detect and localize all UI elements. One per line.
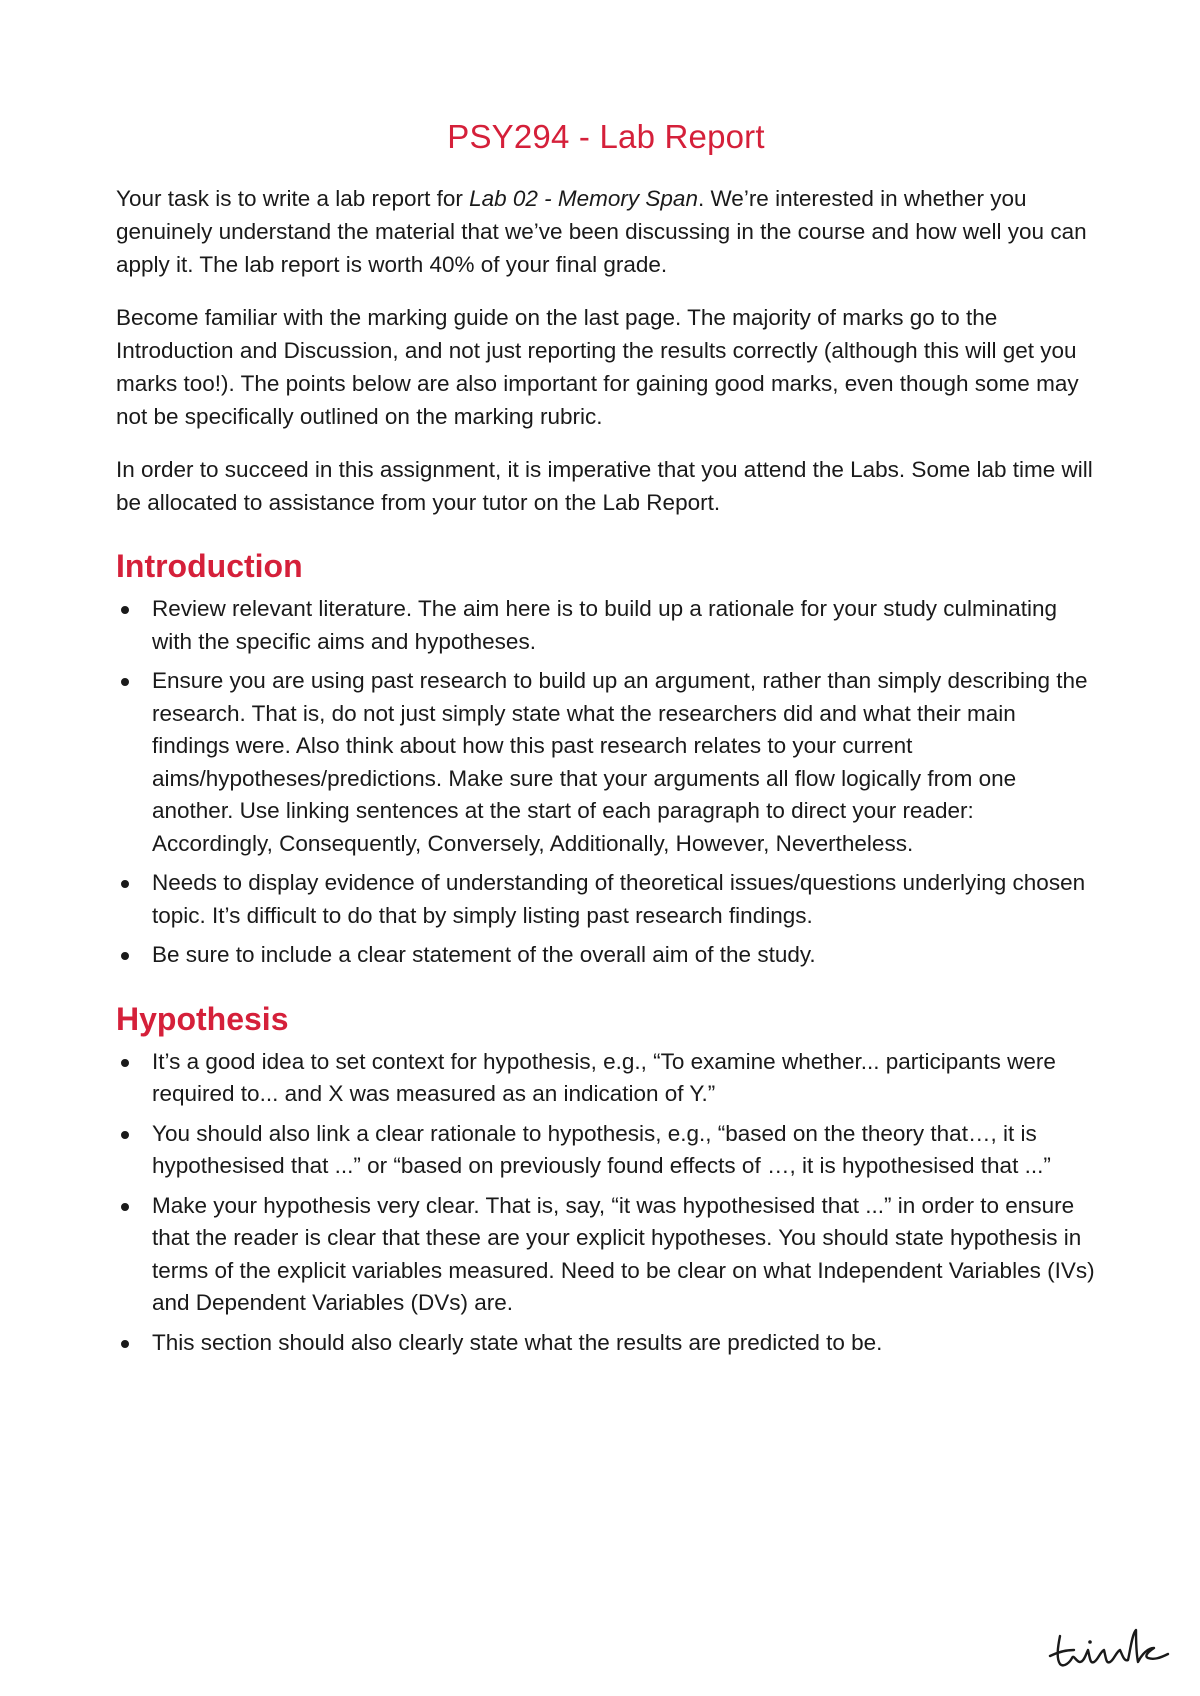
document-page	[116, 118, 1096, 1366]
list-item	[116, 867, 1096, 932]
list-item	[116, 1046, 1096, 1111]
list-item-text: This section should also clearly state what the results are predicted to be.	[152, 1329, 883, 1355]
bullet-icon	[121, 880, 129, 888]
introduction-list	[116, 593, 1096, 972]
intro-paragraph-1-start: Your task is to write a lab report for	[116, 186, 470, 211]
list-item-text: It’s a good idea to set context for hypothesis, e.g., “To examine whether... participants were required to... and X was measured as an indication of Y.”	[152, 1048, 1056, 1106]
list-item-text: You should also link a clear rationale to hypothesis, e.g., “based on the theory that…, it is hypothesised that ...” or “based on previously found effects of …, it is hypothesised that ...”	[152, 1120, 1051, 1178]
list-item	[116, 1118, 1096, 1183]
list-item-text: Be sure to include a clear statement of the overall aim of the study.	[152, 942, 816, 967]
logo-script	[1050, 1630, 1168, 1665]
hypothesis-heading: Hypothesis	[116, 1000, 289, 1037]
document-title: PSY294 - Lab Report	[447, 118, 765, 155]
list-item-text: Ensure you are using past research to build up an argument, rather than simply describing the research. That is, do not just simply state what the researchers did and what their main findings were. Also think about how this past research relates to your current aims/hypotheses/predictions. Make sure that your arguments all flow logically from one another. Use linking sentences at the start of each paragraph to direct your reader: Accordingly, Consequently, Conversely, Additionally, However, Nevertheless.	[152, 668, 1088, 856]
intro-paragraph-2: Become familiar with the marking guide on the last page. The majority of marks go to the Introduction and Discussion, and not just reporting the results correctly (although this will get you marks too!). The points below are also important for gaining good marks, even though some may not be specifically outlined on the marking rubric.	[116, 305, 1079, 429]
list-item-text: Needs to display evidence of understanding of theoretical issues/questions underlying chosen topic. It’s difficult to do that by simply listing past research findings.	[152, 870, 1086, 928]
list-item	[116, 939, 1096, 972]
bullet-icon	[121, 1340, 129, 1348]
intro-paragraph-1-end: . We’re interested in whether you genuinely understand the material that we’ve been discussing in the course and how well you can apply it. The lab report is worth 40% of your final grade.	[116, 186, 1087, 277]
list-item-text: Make your hypothesis very clear. That is, say, “it was hypothesised that ...” in order to ensure that the reader is clear that these are your explicit hypotheses. You should state hypothesis in terms of the explicit variables measured. Need to be clear on what Independent Variables (IVs) and Dependent Variables (DVs) are.	[152, 1192, 1095, 1315]
list-item	[116, 665, 1096, 860]
list-item-text: Review relevant literature. The aim here is to build up a rationale for your study culminating with the specific aims and hypotheses.	[152, 596, 1058, 654]
bullet-icon	[121, 1131, 129, 1139]
intro-paragraph-1	[116, 182, 1096, 281]
think-logo	[1044, 1622, 1174, 1674]
bullet-icon	[121, 1203, 129, 1211]
bullet-icon	[121, 1059, 129, 1067]
list-item	[116, 593, 1096, 658]
bullet-icon	[121, 678, 129, 686]
list-item	[116, 1327, 1096, 1360]
bullet-icon	[121, 606, 129, 614]
intro-paragraph-3: In order to succeed in this assignment, it is imperative that you attend the Labs. Some lab time will be allocated to assistance from your tutor on the Lab Report.	[116, 457, 1093, 515]
logo-dot	[1088, 1640, 1092, 1644]
introduction-heading: Introduction	[116, 548, 303, 584]
bullet-icon	[121, 952, 129, 960]
list-item	[116, 1190, 1096, 1320]
hypothesis-list	[116, 1046, 1096, 1360]
lab-name: Lab 02 - Memory Span	[469, 186, 698, 211]
